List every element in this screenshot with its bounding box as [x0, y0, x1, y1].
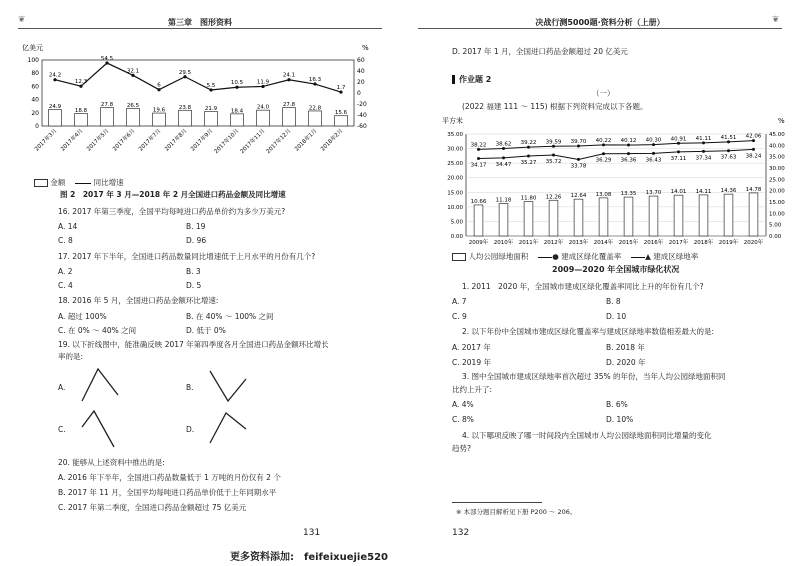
legend-item: 人均公园绿地面积	[468, 252, 529, 261]
plot-frame	[42, 60, 354, 126]
y-tick-left: 15.00	[447, 190, 463, 197]
bar	[283, 108, 296, 126]
y-tick-left: 100	[27, 57, 39, 64]
growth-value-label: 16.3	[308, 77, 322, 84]
q1-option-a[interactable]: A. 7	[452, 297, 467, 306]
q3-option-d[interactable]: D. 10%	[606, 415, 634, 424]
question-1: 1. 2011 2020 年，全国城市建成区绿化覆盖率同比上升的年份有几个?	[462, 282, 704, 291]
x-tick-label: 2017年6月	[112, 128, 137, 153]
growth-line	[55, 63, 341, 92]
x-tick-label: 2017年3月	[34, 128, 59, 153]
coverage-value-label: 41.11	[695, 135, 712, 142]
x-tick-label: 2012年	[543, 240, 564, 246]
bar	[649, 196, 658, 236]
task-source: (2022 福建 111 ～ 115) 根据下列资料完成以下各题。	[462, 102, 648, 111]
y-tick-right: 0.00	[769, 234, 782, 240]
legend-item: 建成区绿地率	[653, 252, 699, 261]
x-tick-label: 2017年11月	[239, 128, 267, 156]
y-tick-right: 0	[357, 90, 361, 97]
bar-value-label: 13.08	[595, 191, 612, 198]
y-tick-left: 60	[31, 83, 39, 91]
bar-value-label: 12.64	[570, 193, 587, 200]
q19-option-a[interactable]: A.	[58, 383, 66, 392]
bar-value-label: 22.8	[308, 105, 322, 112]
x-tick-label: 2014年	[593, 240, 614, 246]
x-tick-label: 2009年	[468, 240, 489, 246]
greenland-point	[627, 152, 630, 155]
x-tick-label: 2018年1月	[294, 128, 319, 153]
greenland-point	[752, 148, 755, 151]
bar	[49, 110, 62, 126]
line-legend-swatch	[538, 257, 552, 258]
task-heading: 作业题 2	[452, 74, 491, 85]
bar	[153, 113, 166, 126]
bar-legend-swatch	[34, 179, 48, 187]
y-tick-left: 30.00	[447, 146, 463, 153]
greenland-value-label: 36.29	[595, 157, 612, 164]
y-tick-right: 10.00	[769, 211, 785, 218]
q2-option-c[interactable]: C. 2019 年	[452, 358, 491, 367]
bar-value-label: 11.80	[520, 195, 537, 202]
greenland-value-label: 36.43	[645, 157, 662, 164]
chart-ylabel-right: %	[778, 117, 785, 125]
bar	[699, 195, 708, 236]
q18-option-d[interactable]: D. 低于 0%	[186, 326, 226, 335]
bar-value-label: 14.78	[745, 186, 762, 193]
bar	[549, 200, 558, 236]
coverage-value-label: 40.12	[620, 138, 637, 145]
question-19-line2: 率的是:	[58, 352, 84, 361]
bar	[309, 111, 322, 126]
y-tick-right: 45.00	[769, 132, 785, 138]
bar-value-label: 18.4	[230, 108, 244, 115]
q18-option-a[interactable]: A. 超过 100%	[58, 312, 107, 321]
line-legend-swatch	[631, 257, 645, 258]
x-tick-label: 2010年	[493, 240, 514, 246]
question-3-line2: 比约上升了:	[452, 385, 493, 394]
x-tick-label: 2018年2月	[320, 128, 345, 153]
y-tick-right: 60	[357, 57, 365, 64]
greening-chart	[440, 114, 790, 254]
y-tick-right: 25.00	[769, 177, 785, 184]
bar-value-label: 13.35	[620, 191, 637, 198]
coverage-value-label: 39.22	[520, 140, 537, 147]
x-tick-label: 2016年	[643, 240, 664, 246]
growth-value-label: 11.9	[256, 79, 270, 86]
x-tick-label: 2018年	[693, 240, 714, 246]
bar-value-label: 24.0	[256, 104, 270, 111]
coverage-value-label: 40.22	[595, 137, 612, 144]
leaf-icon: ❦	[18, 15, 26, 25]
q16-option-b[interactable]: B. 19	[186, 222, 206, 231]
coverage-value-label: 39.59	[545, 139, 562, 146]
bar-value-label: 12.26	[545, 194, 562, 201]
question-3-line1: 3. 图中全国城市建成区绿地率首次超过 35% 的年份，当年人均公园绿地面积同	[462, 372, 726, 381]
footnote-divider	[452, 502, 542, 503]
greenland-point	[702, 150, 705, 153]
y-tick-right: 30.00	[769, 166, 785, 172]
greenland-point	[727, 149, 730, 152]
growth-value-label: 29.5	[178, 69, 192, 76]
question-20: 20. 能够从上述资料中推出的是:	[58, 458, 165, 467]
growth-value-label: 6	[157, 82, 161, 89]
growth-value-label: 24.2	[48, 72, 62, 79]
greenland-value-label: 38.24	[745, 153, 762, 160]
q3-option-c[interactable]: C. 8%	[452, 415, 474, 424]
y-tick-right: 35.00	[769, 154, 785, 161]
x-tick-label: 2013年	[568, 240, 589, 246]
y-tick-right: 15.00	[769, 200, 785, 206]
x-tick-label: 2017年5月	[86, 128, 111, 153]
bar-value-label: 11.18	[495, 197, 512, 204]
question-17: 17. 2017 年下半年，全国进口药品数量同比增速低于上月水平的月份有几个?	[58, 252, 316, 261]
greenland-value-label: 37.11	[670, 155, 687, 162]
growth-value-label: 54.5	[100, 56, 114, 63]
bar	[257, 110, 270, 126]
q19-option-b[interactable]: B.	[186, 383, 194, 392]
q18-option-c[interactable]: C. 在 0% ～ 40% 之间	[58, 326, 137, 335]
q19-graph-c	[80, 407, 120, 451]
y-tick-left: 10.00	[447, 204, 463, 211]
q16-option-a[interactable]: A. 14	[58, 222, 78, 231]
x-tick-label: 2017年7月	[138, 128, 163, 153]
q3-option-b[interactable]: B. 6%	[606, 400, 628, 409]
greenland-value-label: 35.72	[545, 159, 562, 166]
question-4-line2: 趋势?	[452, 444, 471, 453]
q17-option-b[interactable]: B. 3	[186, 267, 201, 276]
bar-value-label: 14.01	[670, 189, 687, 196]
page-number-left: 131	[303, 528, 321, 538]
q17-option-c[interactable]: C. 4	[58, 281, 73, 290]
x-tick-label: 2017年4月	[60, 128, 85, 153]
book-title: 决战行测5000题·资料分析（上册）	[535, 18, 665, 27]
bar	[624, 197, 633, 236]
bar	[474, 205, 483, 236]
q19-graph-d	[208, 407, 248, 451]
leaf-icon: ❦	[772, 15, 780, 25]
coverage-value-label: 40.91	[670, 136, 687, 143]
greenland-value-label: 35.27	[520, 160, 537, 167]
question-18: 18. 2016 年 5 月，全国进口药品金额环比增速:	[58, 296, 219, 305]
bar-value-label: 26.5	[126, 103, 140, 110]
q3-option-a[interactable]: A. 4%	[452, 400, 474, 409]
bar-value-label: 23.8	[178, 104, 192, 111]
greenland-point	[527, 155, 530, 158]
bar	[724, 194, 733, 236]
q17-option-d[interactable]: D. 5	[186, 281, 202, 290]
y-tick-left: 20	[31, 109, 39, 117]
x-tick-label: 2011年	[518, 240, 539, 246]
q2-option-a[interactable]: A. 2017 年	[452, 343, 491, 352]
task-marker	[452, 75, 455, 84]
bar	[599, 198, 608, 236]
q20-option-b[interactable]: B. 2017 年 11 月，全国平均每吨进口药品单价低于上年同期水平	[58, 488, 277, 497]
greenland-value-label: 34.17	[470, 162, 487, 169]
greenland-point	[602, 152, 605, 155]
bar-value-label: 24.9	[48, 104, 62, 111]
bar	[205, 112, 218, 126]
footnote: ※ 本部分题目解析见下册 P200 ～ 206。	[456, 508, 577, 516]
greenland-value-label: 37.63	[720, 154, 737, 161]
y-tick-right: -60	[357, 123, 367, 130]
q19-option-d[interactable]: D.	[186, 425, 195, 434]
task-subtitle: （一）	[592, 89, 615, 98]
bar-value-label: 27.8	[282, 102, 296, 109]
right-page-header	[418, 14, 782, 29]
x-tick-label: 2017年10月	[213, 128, 241, 156]
chart-ylabel-right: %	[362, 44, 369, 52]
greenland-point	[552, 154, 555, 157]
x-tick-label: 2017年8月	[164, 128, 189, 153]
bar-value-label: 14.11	[695, 188, 712, 195]
bar	[75, 114, 88, 126]
bar-value-label: 19.6	[152, 107, 166, 114]
growth-value-label: 12.3	[74, 79, 88, 86]
bar	[499, 203, 508, 236]
q1-option-b[interactable]: B. 8	[606, 297, 621, 306]
left-page-header	[18, 14, 382, 29]
greenland-point	[677, 150, 680, 153]
greenland-value-label: 36.36	[620, 157, 637, 164]
q16-option-d[interactable]: D. 96	[186, 236, 207, 245]
greenland-point	[477, 157, 480, 160]
coverage-value-label: 41.51	[720, 134, 737, 141]
y-tick-right: -20	[357, 101, 367, 108]
y-tick-left: 35.00	[447, 132, 463, 138]
legend-bar-label: 金额	[50, 178, 66, 187]
chart-caption: 2009—2020 年全国城市绿化状况	[552, 265, 680, 274]
x-tick-label: 2017年12月	[265, 128, 293, 156]
legend-line-label: 同比增速	[93, 178, 124, 187]
growth-value-label: 5.5	[206, 82, 216, 89]
greenland-point	[652, 152, 655, 155]
growth-value-label: 1.7	[336, 85, 346, 92]
bar-value-label: 10.66	[470, 198, 487, 205]
q2-option-b[interactable]: B. 2018 年	[606, 343, 645, 352]
x-tick-label: 2015年	[618, 240, 639, 246]
bar	[524, 202, 533, 236]
q1-option-c[interactable]: C. 9	[452, 312, 467, 321]
import-drug-chart	[20, 40, 380, 190]
bar-value-label: 15.6	[334, 110, 348, 117]
growth-value-label: 10.5	[230, 80, 244, 87]
y-tick-left: 5.00	[450, 219, 463, 226]
bar-value-label: 18.8	[74, 108, 88, 115]
y-tick-left: 80	[31, 70, 39, 78]
q1-option-d[interactable]: D. 10	[606, 312, 627, 321]
x-tick-label: 2019年	[718, 240, 739, 246]
bar	[101, 108, 114, 126]
q20-option-d[interactable]: D. 2017 年 1 月，全国进口药品金额超过 20 亿美元	[452, 47, 628, 56]
x-tick-label: 2020年	[743, 240, 764, 246]
q2-option-d[interactable]: D. 2020 年	[606, 358, 646, 367]
y-tick-left: 20.00	[447, 175, 463, 182]
chart-legend: 人均公园绿地面积 ● 建成区绿化覆盖率 ▲ 建成区绿地率	[452, 252, 698, 262]
greenland-value-label: 34.47	[495, 161, 512, 168]
question-2: 2. 以下年份中全国城市建成区绿化覆盖率与建成区绿地率数值相差最大的是:	[462, 327, 715, 336]
q19-graph-a	[80, 365, 120, 405]
bar-value-label: 13.70	[645, 190, 662, 197]
y-tick-right: 40.00	[769, 143, 785, 150]
legend-item: 建成区绿化覆盖率	[561, 252, 622, 261]
bar	[127, 109, 140, 126]
x-tick-label: 2017年	[668, 240, 689, 246]
bar-value-label: 27.8	[100, 102, 114, 109]
q17-option-a[interactable]: A. 2	[58, 267, 73, 276]
greenland-point	[502, 156, 505, 159]
bar-value-label: 21.9	[204, 106, 218, 113]
bar	[574, 199, 583, 236]
bar	[231, 114, 244, 126]
bar	[749, 193, 758, 236]
q19-option-c[interactable]: C.	[58, 425, 66, 434]
q20-option-c[interactable]: C. 2017 年第二季度，全国进口药品金额超过 75 亿美元	[58, 503, 247, 512]
growth-value-label: 24.1	[282, 72, 296, 79]
coverage-value-label: 39.70	[570, 139, 587, 146]
y-tick-right: 40	[357, 68, 365, 75]
chart-ylabel-left: 平方米	[442, 117, 463, 125]
y-tick-right: 5.00	[769, 222, 782, 229]
coverage-value-label: 38.62	[495, 141, 512, 148]
chart-caption: 图 2 2017 年 3 月—2018 年 2 月全国进口药品金额及同比增速	[60, 190, 286, 199]
bar	[179, 110, 192, 126]
page-number-right: 132	[452, 528, 470, 538]
q20-option-a[interactable]: A. 2016 年下半年，全国进口药品数量低于 1 万吨的月份仅有 2 个	[58, 473, 281, 482]
chapter-title: 图形资料	[200, 18, 232, 27]
x-tick-label: 2017年9月	[190, 128, 215, 153]
y-tick-left: 25.00	[447, 161, 463, 168]
question-4-line1: 4. 以下哪项反映了哪一时间段内全国城市人均公园绿地面积同比增量的变化	[462, 431, 712, 440]
question-19-line1: 19. 以下折线图中，能准确反映 2017 年第四季度各月全国进口药品金额环比增长	[58, 340, 329, 349]
question-16: 16. 2017 年第三季度，全国平均每吨进口药品单价约为多少万美元?	[58, 207, 286, 216]
y-tick-left: 0	[35, 123, 39, 130]
chart-legend	[34, 178, 124, 188]
growth-value-label: 32.1	[126, 68, 140, 75]
bar	[674, 195, 683, 236]
y-tick-left: 40	[31, 96, 39, 104]
right-page	[400, 0, 800, 566]
line-legend-swatch	[75, 183, 91, 184]
chart-ylabel-left: 亿美元	[22, 44, 43, 52]
coverage-value-label: 38.22	[470, 142, 487, 149]
bar-value-label: 14.36	[720, 188, 737, 195]
chapter-label: 第三章	[168, 18, 192, 27]
q19-graph-b	[208, 365, 248, 405]
greenland-value-label: 37.34	[695, 155, 712, 162]
footer-watermark: 更多资料添加: feifeixuejie520	[230, 552, 388, 563]
y-tick-right: 20	[357, 79, 365, 86]
q16-option-c[interactable]: C. 8	[58, 236, 73, 245]
y-tick-left: 0.00	[450, 234, 463, 240]
y-tick-right: -40	[357, 112, 367, 119]
greenland-value-label: 33.78	[570, 163, 587, 170]
bar-legend-swatch	[452, 253, 466, 261]
q18-option-b[interactable]: B. 在 40% ～ 100% 之间	[186, 312, 274, 321]
y-tick-right: 20.00	[769, 188, 785, 195]
coverage-value-label: 40.30	[645, 137, 662, 144]
coverage-value-label: 42.06	[745, 133, 762, 140]
greenland-point	[577, 158, 580, 161]
bar	[335, 116, 348, 126]
